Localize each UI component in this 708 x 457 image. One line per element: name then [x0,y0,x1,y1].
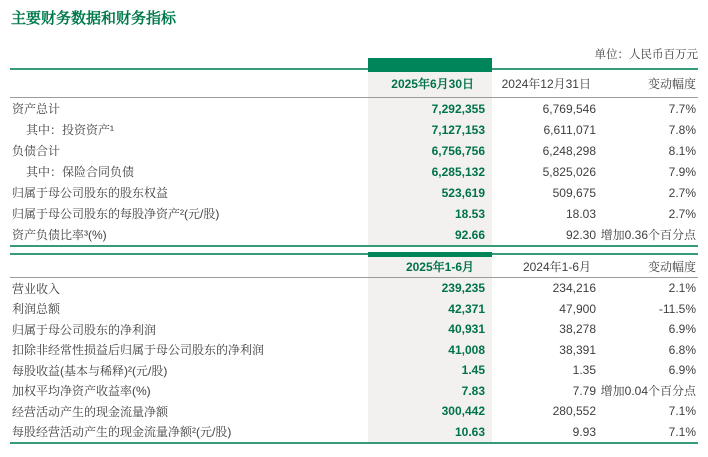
value-current: 42,371 [368,299,492,320]
table-header-row [10,255,698,278]
table-row [10,401,698,422]
row-label: 归属于母公司股东的净利润 [12,322,157,337]
value-change: 7.1% [668,424,696,439]
value-current: 1.45 [368,360,492,381]
row-label: 其中：投资资产¹ [26,123,114,137]
income-statement-section [10,253,698,444]
value-current: 41,008 [368,340,492,361]
current-period-highlight-tab [368,58,492,72]
value-prior: 18.03 [565,206,596,221]
value-current: 6,756,756 [368,140,492,161]
value-current: 40,931 [368,319,492,340]
row-label: 负债合计 [12,144,61,158]
value-change: 增加0.04个百分点 [600,384,696,399]
value-prior: 9.93 [572,424,596,439]
value-prior: 234,216 [552,281,596,296]
value-change: 增加0.36个百分点 [600,228,696,242]
row-label: 扣除非经常性损益后归属于母公司股东的净利润 [12,343,265,358]
value-change: 7.7% [668,101,696,116]
value-prior: 92.30 [565,227,596,242]
column-header-current: 2025年6月30日 [368,70,492,97]
column-header-change: 变动幅度 [647,259,696,274]
value-prior: 6,248,298 [542,143,596,158]
value-prior: 6,769,546 [542,101,596,116]
value-change: 8.1% [668,143,696,158]
value-prior: 38,278 [559,322,596,337]
row-label: 每股收益(基本与稀释)²(元/股) [12,363,168,378]
value-change: 6.9% [668,363,696,378]
value-prior: 509,675 [552,185,596,200]
row-label: 资产负债比率³(%) [12,228,107,242]
table-row [10,319,698,340]
header-spacer [10,70,368,97]
value-current: 300,442 [368,401,492,422]
value-current: 7.83 [368,381,492,402]
table-row [10,381,698,402]
value-current: 239,235 [368,278,492,299]
column-header-current: 2025年1-6月 [368,255,492,277]
value-change: 7.9% [668,164,696,179]
table-row [10,140,698,161]
value-prior: 6,611,071 [543,122,596,137]
header-spacer [10,255,368,277]
value-current: 6,285,132 [368,161,492,182]
value-current: 18.53 [368,203,492,224]
row-label: 加权平均净资产收益率(%) [12,384,151,399]
value-change: 6.9% [668,322,696,337]
page-title: 主要财务数据和财务指标 [11,10,177,27]
value-prior: 5,825,026 [542,164,596,179]
column-header-prior: 2024年12月31日 [501,77,591,91]
row-label: 归属于母公司股东的每股净资产²(元/股) [12,207,220,221]
table-row [10,203,698,224]
value-prior: 38,391 [559,342,596,357]
table-row [10,182,698,203]
value-prior: 280,552 [552,404,596,419]
value-prior: 7.79 [572,383,596,398]
value-current: 7,292,355 [368,98,492,119]
row-label: 其中：保险合同负债 [26,165,135,179]
value-current: 7,127,153 [368,119,492,140]
row-label: 利润总额 [12,302,61,317]
table-row [10,360,698,381]
value-change: 2.1% [668,281,696,296]
value-current: 10.63 [368,422,492,443]
row-label: 营业收入 [12,281,61,296]
balance-sheet-section [10,68,698,247]
value-change: -11.5% [658,301,696,316]
table-header-row [10,70,698,98]
current-period-highlight-tab [368,252,492,257]
column-header-prior: 2024年1-6月 [522,259,591,274]
table-row [10,98,698,119]
row-label: 经营活动产生的现金流量净额 [12,404,169,419]
column-header-change: 变动幅度 [647,77,696,91]
value-change: 7.8% [668,122,696,137]
value-change: 2.7% [668,206,696,221]
value-current: 92.66 [368,224,492,245]
table-row [10,224,698,245]
row-label: 资产总计 [12,102,61,116]
value-change: 2.7% [668,185,696,200]
table-row [10,119,698,140]
value-current: 523,619 [368,182,492,203]
row-label: 每股经营活动产生的现金流量净额²(元/股) [12,425,232,440]
table-row [10,299,698,320]
table-row [10,340,698,361]
table-row [10,161,698,182]
value-change: 7.1% [668,404,696,419]
table-row [10,422,698,443]
financial-report-page [0,10,708,444]
value-prior: 1.35 [572,363,596,378]
value-change: 6.8% [668,342,696,357]
value-prior: 47,900 [559,301,596,316]
unit-label: 单位：人民币百万元 [594,49,698,61]
row-label: 归属于母公司股东的股东权益 [12,186,169,200]
table-row [10,278,698,299]
